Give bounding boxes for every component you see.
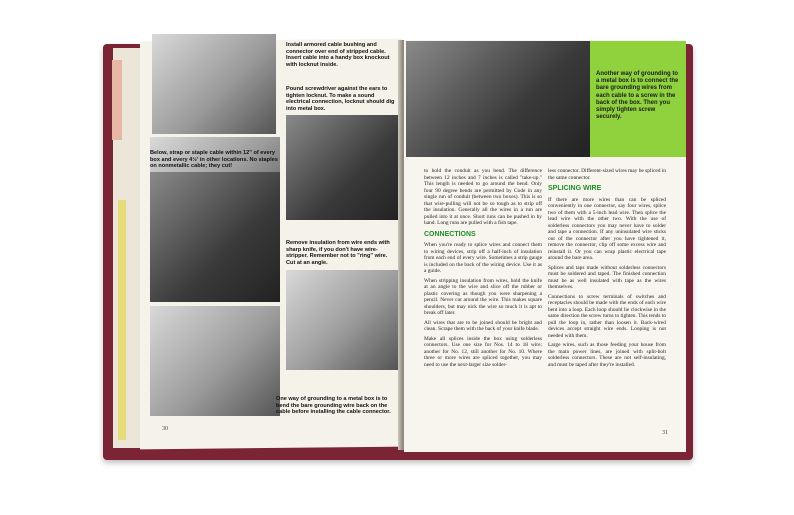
col2-para: Large wires, such as those feeding your house from the main power lines, are joined with split-bolt solderless connectors. These are not self-insulating, and must be taped after they're installed.: [548, 342, 666, 368]
photo-locknut: [286, 115, 398, 220]
col2-para: Splices and taps made without solderless connectors must be soldered and taped. The finished connection must be as well insulated with tape as the wires themselves.: [548, 264, 666, 290]
col1-para: All wires that are to be joined should be bright and clean. Scrape them with the back of your knife blade.: [424, 319, 542, 332]
photo-metal-box: [406, 41, 592, 157]
photo-cable-bushing: [152, 34, 276, 134]
heading-splicing: SPLICING WIRE: [548, 185, 602, 192]
caption-2: Pound screwdriver against the ears to tighten locknut. To make a sound electrical connection, locknut should dig into metal box.: [286, 86, 395, 112]
text-column-1: [424, 168, 542, 371]
page-number-right: 31: [662, 430, 668, 436]
col2-top: less connector. Different-sized wires may be spliced in the same connector.: [548, 168, 666, 181]
green-caption-box: [590, 41, 686, 157]
col2-para: Connections to screw terminals of switches and receptacles should be made with the ends of each wire bent into a loop. Each loop should lie clockwise in the same direction the screw turns to tighten. This tends to pull the loop in, rather than loosen it. Back-wired devices accept straight wire ends. Looping is not needed with them.: [548, 293, 666, 339]
col2-para: If there are more wires than can be spliced conveniently in one connector, say four wires, splice two of them with a 5-inch lead wire. Then splice the lead wire with the other two. With the use of solderless connectors you may never have to solder and tape a connection. If any uninsulated wire sticks out of the connector after you have tightened it, remove the connector, clip off some excess wire and reinstall it. Or you can wrap plastic electrical tape around the bare area.: [548, 196, 666, 261]
caption-3: Below, strap or staple cable within 12" of every box and every 4½' in other locations. No staples on nonmetallic cable; they cut!: [150, 150, 278, 170]
colored-tab-pink: [112, 60, 122, 140]
green-caption: Another way of grounding to a metal box is to connect the bare grounding wires from each cable to a screw in the back of the box. Then you simply tighten screw securely.: [596, 71, 679, 121]
col1-para: When stripping insulation from wires, hold the knife at an angle to the wire and slice off the rubber or plastic covering as though you were sharpening a pencil. Never cut around the wire. This makes square shoulders, but may nick the wire so much it is apt to break off later.: [424, 277, 542, 316]
col1-para: When you're ready to splice wires and connect them to wiring devices, strip off a half-inch of insulation from each end of every wire. Sometimes a strip gauge is included on the back of the wiring device. Use it as a guide.: [424, 242, 542, 274]
caption-4: Remove insulation from wire ends with sharp knife, if you don't have wire-stripper. Remember not to "ring" wire. Cut at an angle.: [286, 240, 390, 266]
caption-5: One way of grounding to a metal box is to bend the bare grounding wire back on the cable before installing the cable connector.: [276, 396, 391, 416]
text-column-2: [548, 168, 666, 371]
col1-para: Make all splices inside the box using solderless connectors. Use one size for Nos. 14 to 18 wire; another for No. 12, still another for No. 10. Where three or more wires are spliced together, you may need to use the next-larger size solder-: [424, 335, 542, 368]
photo-knife-strip: [286, 270, 398, 370]
photo-staple-hammer: [150, 172, 280, 302]
colored-tab-yellow: [118, 200, 126, 440]
page-number-left: 30: [162, 426, 168, 432]
photo-ground-wire: [150, 306, 280, 416]
heading-connections: CONNECTIONS: [424, 230, 476, 238]
col1-para: to hold the conduit as you bend. The difference between 12 inches and 7 inches is called "take-up." This length is needed to go around the bend. Only four 90 degree bends are permitted by Code in any single run of conduit (between two boxes). This is so that wire-pulling will not be so tough as to strip off the insulation. Generally all the wires in a run are pulled into it at once. Short runs can be pushed in by hand. Long runs are pulled with a fish tape.: [424, 168, 542, 226]
caption-1: Install armored cable bushing and connector over end of stripped cable. Insert cable into a handy box knockout with locknut inside.: [286, 42, 390, 68]
